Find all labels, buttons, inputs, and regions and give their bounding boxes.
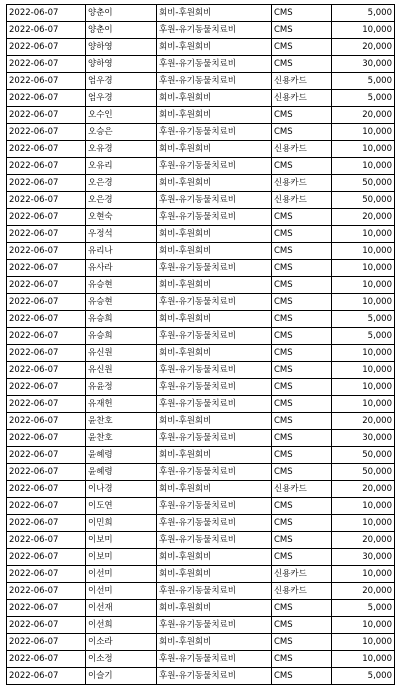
date-cell: 2022-06-07: [7, 311, 86, 328]
date-cell: 2022-06-07: [7, 617, 86, 634]
table-row: [7, 124, 395, 141]
table-row: [7, 226, 395, 243]
table-row: [7, 5, 395, 22]
date-cell: 2022-06-07: [7, 294, 86, 311]
date-cell: 2022-06-07: [7, 447, 86, 464]
date-cell: 2022-06-07: [7, 260, 86, 277]
table-row: [7, 243, 395, 260]
table-row: [7, 617, 395, 634]
amount-cell: 10,000: [332, 260, 395, 277]
date-cell: 2022-06-07: [7, 277, 86, 294]
payment-method-cell: 신용카드: [272, 175, 332, 192]
date-cell: 2022-06-07: [7, 243, 86, 260]
date-cell: 2022-06-07: [7, 549, 86, 566]
amount-cell: 10,000: [332, 158, 395, 175]
payment-method-cell: CMS: [272, 651, 332, 668]
table-row: [7, 362, 395, 379]
category-cell: 후원-유기동물치료비: [157, 532, 272, 549]
table-row: [7, 39, 395, 56]
date-cell: 2022-06-07: [7, 600, 86, 617]
table-row: [7, 22, 395, 39]
table-row: [7, 430, 395, 447]
donor-name-cell: 이도연: [86, 498, 157, 515]
payment-method-cell: CMS: [272, 345, 332, 362]
donor-name-cell: 윤찬호: [86, 413, 157, 430]
payment-method-cell: CMS: [272, 209, 332, 226]
category-cell: 후원-유기동물치료비: [157, 209, 272, 226]
payment-method-cell: CMS: [272, 362, 332, 379]
category-cell: 후원-유기동물치료비: [157, 396, 272, 413]
table-row: [7, 277, 395, 294]
amount-cell: 50,000: [332, 447, 395, 464]
category-cell: 회비-후원회비: [157, 345, 272, 362]
donor-name-cell: 오수인: [86, 107, 157, 124]
amount-cell: 5,000: [332, 90, 395, 107]
payment-method-cell: CMS: [272, 430, 332, 447]
category-cell: 회비-후원회비: [157, 549, 272, 566]
donor-name-cell: 윤찬호: [86, 430, 157, 447]
amount-cell: 20,000: [332, 481, 395, 498]
donor-name-cell: 윤혜령: [86, 447, 157, 464]
donor-name-cell: 이선미: [86, 583, 157, 600]
category-cell: 회비-후원회비: [157, 175, 272, 192]
date-cell: 2022-06-07: [7, 396, 86, 413]
payment-method-cell: CMS: [272, 5, 332, 22]
table-row: [7, 481, 395, 498]
date-cell: 2022-06-07: [7, 481, 86, 498]
category-cell: 회비-후원회비: [157, 5, 272, 22]
amount-cell: 10,000: [332, 498, 395, 515]
donor-name-cell: 이선재: [86, 600, 157, 617]
table-row: [7, 73, 395, 90]
donor-name-cell: 엄우경: [86, 90, 157, 107]
payment-method-cell: CMS: [272, 260, 332, 277]
payment-method-cell: CMS: [272, 498, 332, 515]
category-cell: 회비-후원회비: [157, 226, 272, 243]
amount-cell: 5,000: [332, 328, 395, 345]
donor-name-cell: 양하영: [86, 56, 157, 73]
category-cell: 회비-후원회비: [157, 413, 272, 430]
date-cell: 2022-06-07: [7, 5, 86, 22]
date-cell: 2022-06-07: [7, 515, 86, 532]
amount-cell: 5,000: [332, 600, 395, 617]
date-cell: 2022-06-07: [7, 345, 86, 362]
donor-name-cell: 오승은: [86, 124, 157, 141]
donor-name-cell: 오유리: [86, 158, 157, 175]
table-row: [7, 600, 395, 617]
category-cell: 후원-유기동물치료비: [157, 73, 272, 90]
amount-cell: 20,000: [332, 39, 395, 56]
amount-cell: 20,000: [332, 532, 395, 549]
date-cell: 2022-06-07: [7, 668, 86, 685]
category-cell: 후원-유기동물치료비: [157, 515, 272, 532]
amount-cell: 10,000: [332, 379, 395, 396]
donor-name-cell: 유재헌: [86, 396, 157, 413]
category-cell: 회비-후원회비: [157, 39, 272, 56]
table-row: [7, 549, 395, 566]
category-cell: 후원-유기동물치료비: [157, 22, 272, 39]
payment-method-cell: CMS: [272, 600, 332, 617]
amount-cell: 20,000: [332, 107, 395, 124]
payment-method-cell: CMS: [272, 532, 332, 549]
table-row: [7, 396, 395, 413]
donor-name-cell: 유승현: [86, 277, 157, 294]
category-cell: 후원-유기동물치료비: [157, 260, 272, 277]
category-cell: 후원-유기동물치료비: [157, 362, 272, 379]
payment-method-cell: CMS: [272, 277, 332, 294]
payment-method-cell: 신용카드: [272, 566, 332, 583]
category-cell: 회비-후원회비: [157, 447, 272, 464]
table-row: [7, 158, 395, 175]
donor-name-cell: 이보미: [86, 532, 157, 549]
category-cell: 후원-유기동물치료비: [157, 498, 272, 515]
amount-cell: 20,000: [332, 583, 395, 600]
category-cell: 후원-유기동물치료비: [157, 124, 272, 141]
date-cell: 2022-06-07: [7, 430, 86, 447]
donor-name-cell: 양춘이: [86, 22, 157, 39]
table-row: [7, 668, 395, 685]
payment-method-cell: CMS: [272, 56, 332, 73]
payment-method-cell: 신용카드: [272, 481, 332, 498]
category-cell: 회비-후원회비: [157, 243, 272, 260]
table-row: [7, 107, 395, 124]
category-cell: 후원-유기동물치료비: [157, 379, 272, 396]
category-cell: 후원-유기동물치료비: [157, 430, 272, 447]
payment-method-cell: CMS: [272, 379, 332, 396]
donor-name-cell: 이선희: [86, 617, 157, 634]
table-row: [7, 464, 395, 481]
date-cell: 2022-06-07: [7, 39, 86, 56]
category-cell: 후원-유기동물치료비: [157, 192, 272, 209]
category-cell: 회비-후원회비: [157, 141, 272, 158]
category-cell: 후원-유기동물치료비: [157, 328, 272, 345]
payment-method-cell: CMS: [272, 124, 332, 141]
payment-method-cell: 신용카드: [272, 90, 332, 107]
category-cell: 회비-후원회비: [157, 566, 272, 583]
payment-method-cell: 신용카드: [272, 141, 332, 158]
donor-name-cell: 윤혜령: [86, 464, 157, 481]
category-cell: 회비-후원회비: [157, 107, 272, 124]
date-cell: 2022-06-07: [7, 328, 86, 345]
date-cell: 2022-06-07: [7, 124, 86, 141]
amount-cell: 10,000: [332, 362, 395, 379]
amount-cell: 50,000: [332, 192, 395, 209]
date-cell: 2022-06-07: [7, 209, 86, 226]
payment-method-cell: CMS: [272, 22, 332, 39]
payment-method-cell: CMS: [272, 311, 332, 328]
donor-name-cell: 유승희: [86, 311, 157, 328]
amount-cell: 30,000: [332, 56, 395, 73]
amount-cell: 5,000: [332, 5, 395, 22]
amount-cell: 10,000: [332, 226, 395, 243]
amount-cell: 10,000: [332, 345, 395, 362]
payment-method-cell: CMS: [272, 158, 332, 175]
date-cell: 2022-06-07: [7, 107, 86, 124]
category-cell: 회비-후원회비: [157, 634, 272, 651]
donation-table: [6, 4, 395, 685]
category-cell: 후원-유기동물치료비: [157, 617, 272, 634]
date-cell: 2022-06-07: [7, 192, 86, 209]
table-row: [7, 56, 395, 73]
date-cell: 2022-06-07: [7, 379, 86, 396]
payment-method-cell: CMS: [272, 447, 332, 464]
donor-name-cell: 양춘이: [86, 5, 157, 22]
table-row: [7, 328, 395, 345]
amount-cell: 30,000: [332, 430, 395, 447]
payment-method-cell: 신용카드: [272, 583, 332, 600]
donor-name-cell: 이슬기: [86, 668, 157, 685]
donor-name-cell: 오은경: [86, 192, 157, 209]
payment-method-cell: CMS: [272, 617, 332, 634]
amount-cell: 5,000: [332, 668, 395, 685]
table-row: [7, 90, 395, 107]
donation-ledger: [6, 4, 394, 685]
amount-cell: 50,000: [332, 464, 395, 481]
table-row: [7, 260, 395, 277]
donor-name-cell: 오현숙: [86, 209, 157, 226]
amount-cell: 10,000: [332, 515, 395, 532]
payment-method-cell: CMS: [272, 549, 332, 566]
payment-method-cell: CMS: [272, 39, 332, 56]
date-cell: 2022-06-07: [7, 498, 86, 515]
amount-cell: 10,000: [332, 634, 395, 651]
payment-method-cell: CMS: [272, 515, 332, 532]
table-row: [7, 413, 395, 430]
donor-name-cell: 엄우경: [86, 73, 157, 90]
table-row: [7, 498, 395, 515]
category-cell: 회비-후원회비: [157, 481, 272, 498]
table-row: [7, 175, 395, 192]
payment-method-cell: CMS: [272, 634, 332, 651]
category-cell: 회비-후원회비: [157, 277, 272, 294]
donor-name-cell: 유윤정: [86, 379, 157, 396]
date-cell: 2022-06-07: [7, 22, 86, 39]
donor-name-cell: 유승현: [86, 294, 157, 311]
amount-cell: 20,000: [332, 413, 395, 430]
amount-cell: 10,000: [332, 243, 395, 260]
amount-cell: 10,000: [332, 141, 395, 158]
category-cell: 후원-유기동물치료비: [157, 651, 272, 668]
donor-name-cell: 유리나: [86, 243, 157, 260]
amount-cell: 5,000: [332, 311, 395, 328]
donor-name-cell: 이나경: [86, 481, 157, 498]
donor-name-cell: 양하영: [86, 39, 157, 56]
payment-method-cell: CMS: [272, 226, 332, 243]
category-cell: 후원-유기동물치료비: [157, 464, 272, 481]
donation-table-body: [7, 5, 395, 685]
payment-method-cell: CMS: [272, 413, 332, 430]
category-cell: 후원-유기동물치료비: [157, 583, 272, 600]
date-cell: 2022-06-07: [7, 634, 86, 651]
table-row: [7, 379, 395, 396]
donor-name-cell: 유신원: [86, 362, 157, 379]
category-cell: 회비-후원회비: [157, 311, 272, 328]
donor-name-cell: 이선미: [86, 566, 157, 583]
amount-cell: 10,000: [332, 396, 395, 413]
payment-method-cell: CMS: [272, 396, 332, 413]
amount-cell: 10,000: [332, 617, 395, 634]
date-cell: 2022-06-07: [7, 158, 86, 175]
table-row: [7, 209, 395, 226]
date-cell: 2022-06-07: [7, 413, 86, 430]
category-cell: 회비-후원회비: [157, 600, 272, 617]
payment-method-cell: CMS: [272, 328, 332, 345]
date-cell: 2022-06-07: [7, 90, 86, 107]
amount-cell: 10,000: [332, 294, 395, 311]
payment-method-cell: CMS: [272, 107, 332, 124]
table-row: [7, 141, 395, 158]
category-cell: 후원-유기동물치료비: [157, 294, 272, 311]
donor-name-cell: 유신원: [86, 345, 157, 362]
payment-method-cell: 신용카드: [272, 73, 332, 90]
date-cell: 2022-06-07: [7, 532, 86, 549]
table-row: [7, 532, 395, 549]
amount-cell: 10,000: [332, 277, 395, 294]
table-row: [7, 192, 395, 209]
payment-method-cell: CMS: [272, 243, 332, 260]
table-row: [7, 515, 395, 532]
date-cell: 2022-06-07: [7, 226, 86, 243]
table-row: [7, 651, 395, 668]
date-cell: 2022-06-07: [7, 583, 86, 600]
date-cell: 2022-06-07: [7, 175, 86, 192]
table-row: [7, 583, 395, 600]
payment-method-cell: CMS: [272, 464, 332, 481]
payment-method-cell: CMS: [272, 668, 332, 685]
donor-name-cell: 이소라: [86, 634, 157, 651]
amount-cell: 10,000: [332, 566, 395, 583]
donor-name-cell: 오유경: [86, 141, 157, 158]
table-row: [7, 345, 395, 362]
amount-cell: 30,000: [332, 549, 395, 566]
table-row: [7, 294, 395, 311]
donor-name-cell: 이민희: [86, 515, 157, 532]
donor-name-cell: 이소정: [86, 651, 157, 668]
donor-name-cell: 오은경: [86, 175, 157, 192]
date-cell: 2022-06-07: [7, 566, 86, 583]
table-row: [7, 311, 395, 328]
amount-cell: 10,000: [332, 651, 395, 668]
amount-cell: 5,000: [332, 73, 395, 90]
category-cell: 후원-유기동물치료비: [157, 158, 272, 175]
donor-name-cell: 우정석: [86, 226, 157, 243]
date-cell: 2022-06-07: [7, 362, 86, 379]
date-cell: 2022-06-07: [7, 141, 86, 158]
category-cell: 후원-유기동물치료비: [157, 56, 272, 73]
table-row: [7, 634, 395, 651]
date-cell: 2022-06-07: [7, 464, 86, 481]
date-cell: 2022-06-07: [7, 73, 86, 90]
donor-name-cell: 유승희: [86, 328, 157, 345]
amount-cell: 20,000: [332, 209, 395, 226]
amount-cell: 10,000: [332, 124, 395, 141]
table-row: [7, 447, 395, 464]
payment-method-cell: 신용카드: [272, 192, 332, 209]
amount-cell: 10,000: [332, 22, 395, 39]
donor-name-cell: 이보미: [86, 549, 157, 566]
category-cell: 후원-유기동물치료비: [157, 668, 272, 685]
date-cell: 2022-06-07: [7, 56, 86, 73]
donor-name-cell: 유사라: [86, 260, 157, 277]
payment-method-cell: CMS: [272, 294, 332, 311]
date-cell: 2022-06-07: [7, 651, 86, 668]
category-cell: 회비-후원회비: [157, 90, 272, 107]
amount-cell: 50,000: [332, 175, 395, 192]
table-row: [7, 566, 395, 583]
